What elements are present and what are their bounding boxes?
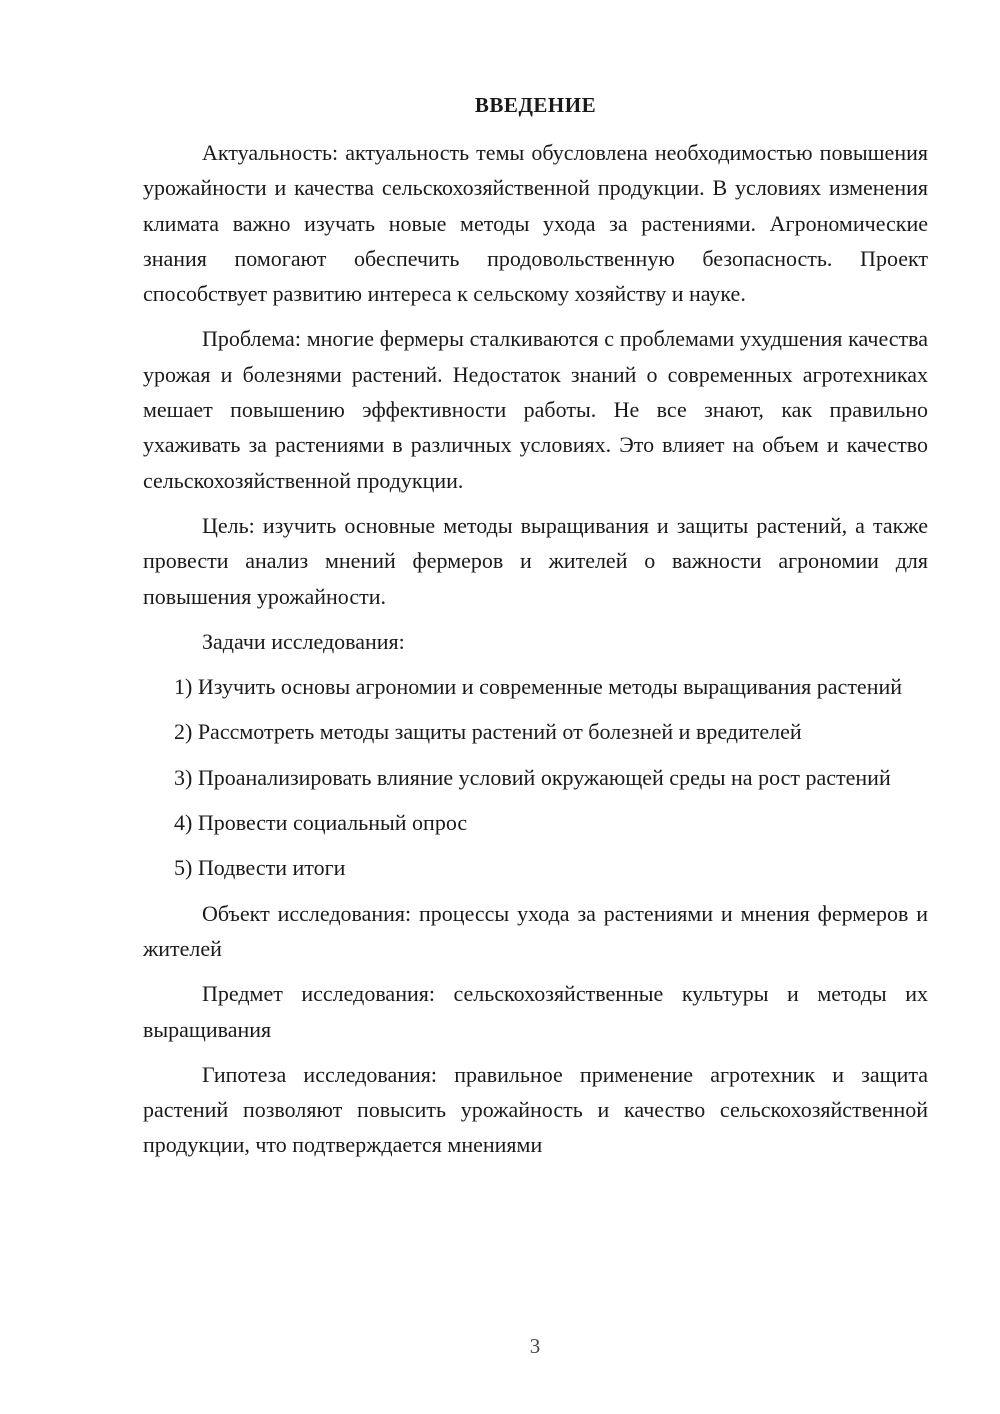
task-item-2: 2) Рассмотреть методы защиты растений от болезней и вредителей bbox=[174, 719, 802, 745]
tasks-heading: Задачи исследования: bbox=[202, 628, 405, 654]
subject-paragraph: Предмет исследования: сельскохозяйственные культуры и методы их выращивания bbox=[143, 981, 928, 1042]
task-item-1: 1) Изучить основы агрономии и современные методы выращивания растений bbox=[174, 674, 903, 700]
task-item-3: 3) Проанализировать влияние условий окружающей среды на рост растений bbox=[174, 764, 891, 790]
relevance-paragraph: Актуальность: актуальность темы обусловлена необходимостью повышения урожайности и качества сельскохозяйственной продукции. В условиях изменения климата важно изучать новые методы ухода за растениями. Агрономические знания помогают обеспечить продовольственную безопасность. Проект способствует развитию интереса к сельскому хозяйству и науке. bbox=[143, 140, 928, 307]
hypothesis-paragraph: Гипотеза исследования: правильное применение агротехник и защита растений позволяют повысить урожайность и качество сельскохозяйственной продукции, что подтверждается мнениями bbox=[143, 1061, 928, 1158]
problem-paragraph: Проблема: многие фермеры сталкиваются с проблемами ухудшения качества урожая и болезнями растений. Недостаток знаний о современных агротехниках мешает повышению эффективности работы. Не все знают, как правильно ухаживать за растениями в различных условиях. Это влияет на объем и качество сельскохозяйственной продукции. bbox=[143, 326, 928, 493]
task-item-4: 4) Провести социальный опрос bbox=[174, 810, 468, 836]
task-item-5: 5) Подвести итоги bbox=[174, 855, 346, 881]
goal-paragraph: Цель: изучить основные методы выращивания и защиты растений, а также провести анализ мнений фермеров и жителей о важности агрономии для повышения урожайности. bbox=[143, 512, 928, 609]
page-number: 3 bbox=[529, 1334, 541, 1358]
object-paragraph: Объект исследования: процессы ухода за растениями и мнения фермеров и жителей bbox=[143, 900, 928, 961]
document-page bbox=[143, 92, 928, 1173]
page-title: ВВЕДЕНИЕ bbox=[474, 93, 597, 117]
